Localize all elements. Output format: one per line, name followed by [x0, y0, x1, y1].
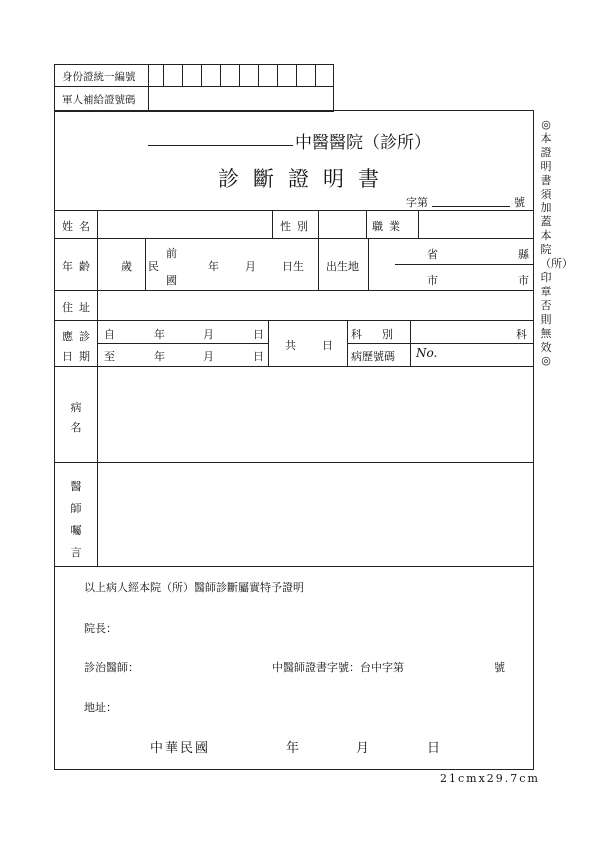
city-label-2: 市: [518, 274, 529, 287]
to-year: 年: [154, 350, 165, 363]
military-number-label: 軍人補給證號碼: [62, 94, 136, 106]
total-day: 日: [322, 339, 333, 352]
total-label: 共: [285, 339, 296, 352]
birth-month: 月: [245, 260, 256, 273]
date-month: 月: [356, 741, 370, 756]
doc-number-prefix: 字第: [406, 196, 428, 209]
date-year: 年: [286, 741, 300, 756]
date-republic: 中華民國: [150, 741, 211, 756]
address-label: 住址: [62, 301, 96, 314]
doc-number-suffix: 號: [514, 196, 525, 209]
certification-statement: 以上病人經本院（所）醫師診斷屬實特予證明: [84, 581, 304, 594]
to-month: 月: [203, 350, 214, 363]
clinic-name-suffix: 中醫醫院（診所）: [295, 133, 431, 153]
to-day: 日: [253, 350, 264, 363]
date-day: 日: [427, 741, 441, 756]
to-label: 至: [104, 350, 115, 363]
name-label: 姓名: [62, 220, 96, 233]
age-unit: 歲: [121, 260, 132, 273]
footer-address-label: 地址：: [84, 701, 117, 714]
id-number-label: 身份證統一編號: [62, 71, 136, 83]
department-unit: 科: [516, 328, 527, 341]
page-title: 診斷證明書: [218, 167, 393, 191]
from-label: 自: [104, 328, 115, 341]
record-number-label: 病歷號碼: [351, 350, 395, 363]
county-label: 縣: [518, 248, 529, 261]
age-label: 年齡: [62, 260, 96, 273]
department-label: 科別: [351, 328, 413, 341]
side-notice: ◎本證明書須加蓋本院（所）印章否則無效◎: [540, 118, 573, 368]
from-month: 月: [203, 328, 214, 341]
city-label-1: 市: [427, 274, 438, 287]
birth-day: 日生: [282, 260, 304, 273]
era-min: 民: [148, 260, 159, 273]
era-guo: 國: [166, 274, 177, 287]
birth-year: 年: [208, 260, 219, 273]
sex-label: 性別: [280, 220, 314, 233]
disease-label: 病名: [70, 401, 82, 434]
from-year: 年: [154, 328, 165, 341]
province-label: 省: [427, 248, 438, 261]
license-number-suffix: 號: [494, 661, 505, 674]
birthplace-label: 出生地: [326, 260, 359, 273]
record-number-no: No.: [416, 346, 438, 360]
license-number-label: 中醫師證書字號：台中字第: [272, 661, 404, 674]
era-qian: 前: [166, 247, 177, 260]
visit-date-label-2: 日期: [62, 350, 96, 363]
occupation-label: 職業: [372, 220, 406, 233]
attending-doctor-label: 診治醫師：: [84, 661, 139, 674]
from-day: 日: [253, 328, 264, 341]
visit-date-label-1: 應診: [62, 330, 96, 343]
director-label: 院長：: [84, 622, 117, 635]
doctor-advice-label: 醫師囑言: [70, 480, 82, 559]
paper-size: 21cmx29.7cm: [440, 772, 540, 785]
